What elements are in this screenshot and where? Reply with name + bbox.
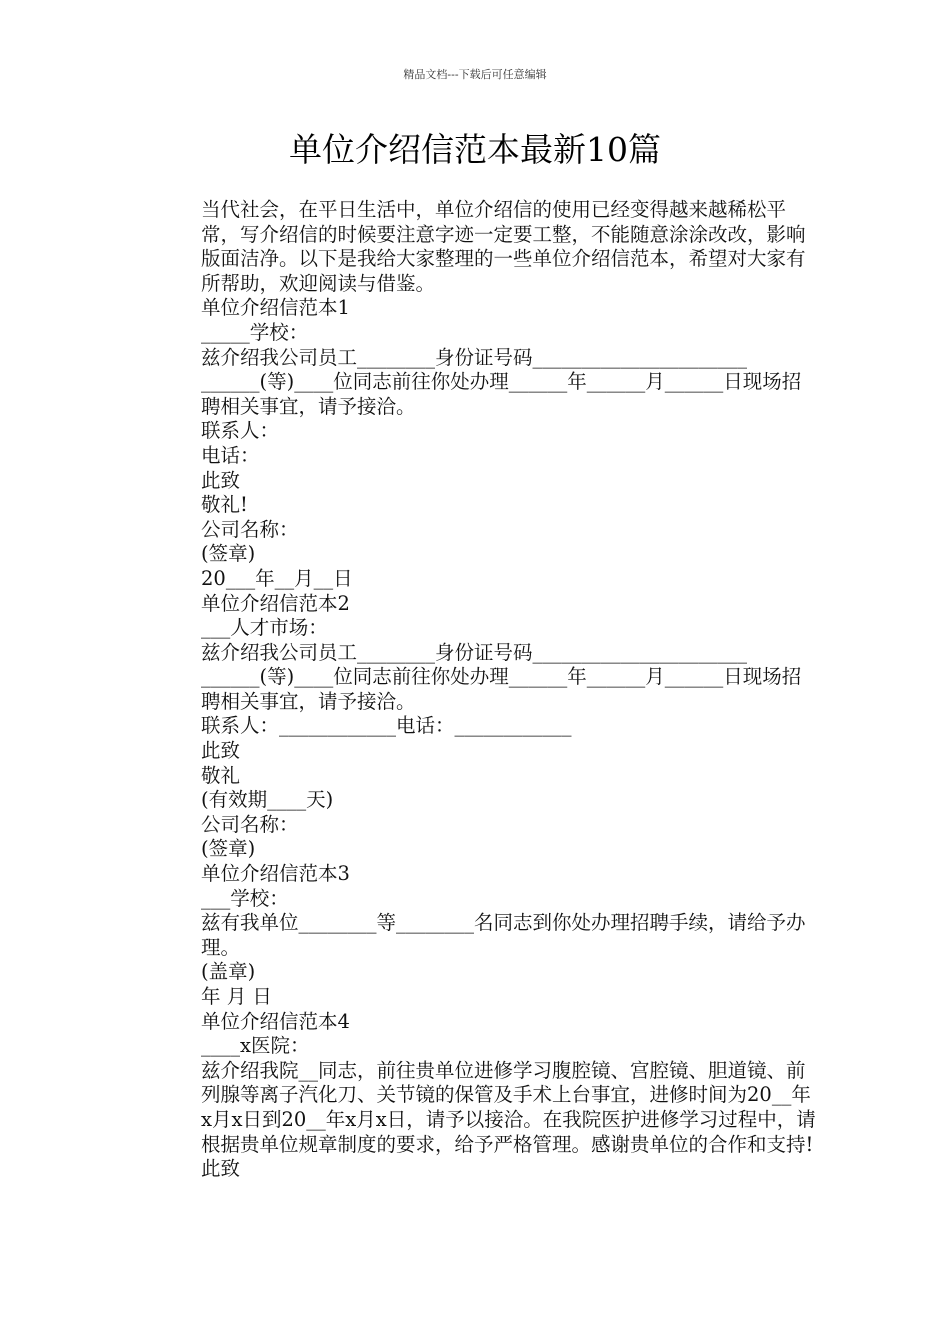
paragraph: 当代社会，在平日生活中，单位介绍信的使用已经变得越来越稀松平常，写介绍信的时候要注意字迹一定要工整，不能随意涂涂改改，影响版面洁净。以下是我给大家整理的一些单位介绍信范本，希望对大家有所帮助，欢迎阅读与借鉴。: [201, 198, 806, 295]
paragraph: 此致: [201, 468, 241, 492]
paragraph: 联系人：: [201, 419, 280, 443]
paragraph: _____学校：: [201, 320, 309, 344]
paragraph: 单位介绍信范本4: [201, 1009, 350, 1033]
paragraph: 兹介绍我院__同志，前往贵单位进修学习腹腔镜、宫腔镜、胆道镜、前列腺等离子汽化刀、关节镜的保管及手术上台事宜，进修时间为20__年x月x日到20__年x月x日，请予以接洽。在我院医护进修学习过程中，请根据贵单位规章制度的要求，给予严格管理。感谢贵单位的合作和支持!: [201, 1058, 816, 1156]
paragraph: ___人才市场：: [201, 616, 328, 640]
document-title: 单位介绍信范本最新10篇: [289, 130, 661, 169]
paragraph: 年 月 日: [201, 985, 272, 1008]
paragraph: (签章): [201, 542, 256, 566]
document-body: [145, 198, 820, 1182]
paragraph: 兹介绍我公司员工________身份证号码______________________ ______(等)____位同志前往你处办理______年______月______日现场招聘相关事宜，请予接洽。: [201, 640, 802, 713]
paragraph: 单位介绍信范本1: [201, 296, 350, 320]
page-header: 精品文档---下载后可任意编辑: [403, 68, 547, 81]
paragraph: (盖章): [201, 960, 256, 984]
paragraph: (有效期____天): [201, 788, 334, 812]
paragraph: 单位介绍信范本3: [201, 862, 350, 886]
paragraph: 20___年__月__日: [201, 566, 353, 590]
paragraph: 此致: [201, 739, 241, 763]
paragraph: 联系人：____________电话：____________: [201, 714, 572, 738]
paragraph: 电话：: [201, 443, 260, 467]
paragraph: 公司名称：: [201, 517, 299, 541]
paragraph: (签章): [201, 837, 256, 861]
paragraph: 兹有我单位________等________名同志到你处办理招聘手续，请给予办理。: [201, 911, 806, 959]
paragraph: 此致: [201, 1157, 241, 1181]
paragraph: 兹介绍我公司员工________身份证号码______________________ ______(等)____位同志前往你处办理______年______月______日现场招聘相关事宜，请予接洽。: [201, 345, 802, 418]
paragraph: 敬礼: [201, 763, 241, 787]
paragraph: 公司名称：: [201, 812, 299, 836]
paragraph: 单位介绍信范本2: [201, 591, 350, 615]
paragraph: 敬礼!: [201, 493, 248, 517]
paragraph: ___学校：: [201, 886, 289, 910]
paragraph: ____x医院：: [201, 1034, 310, 1058]
